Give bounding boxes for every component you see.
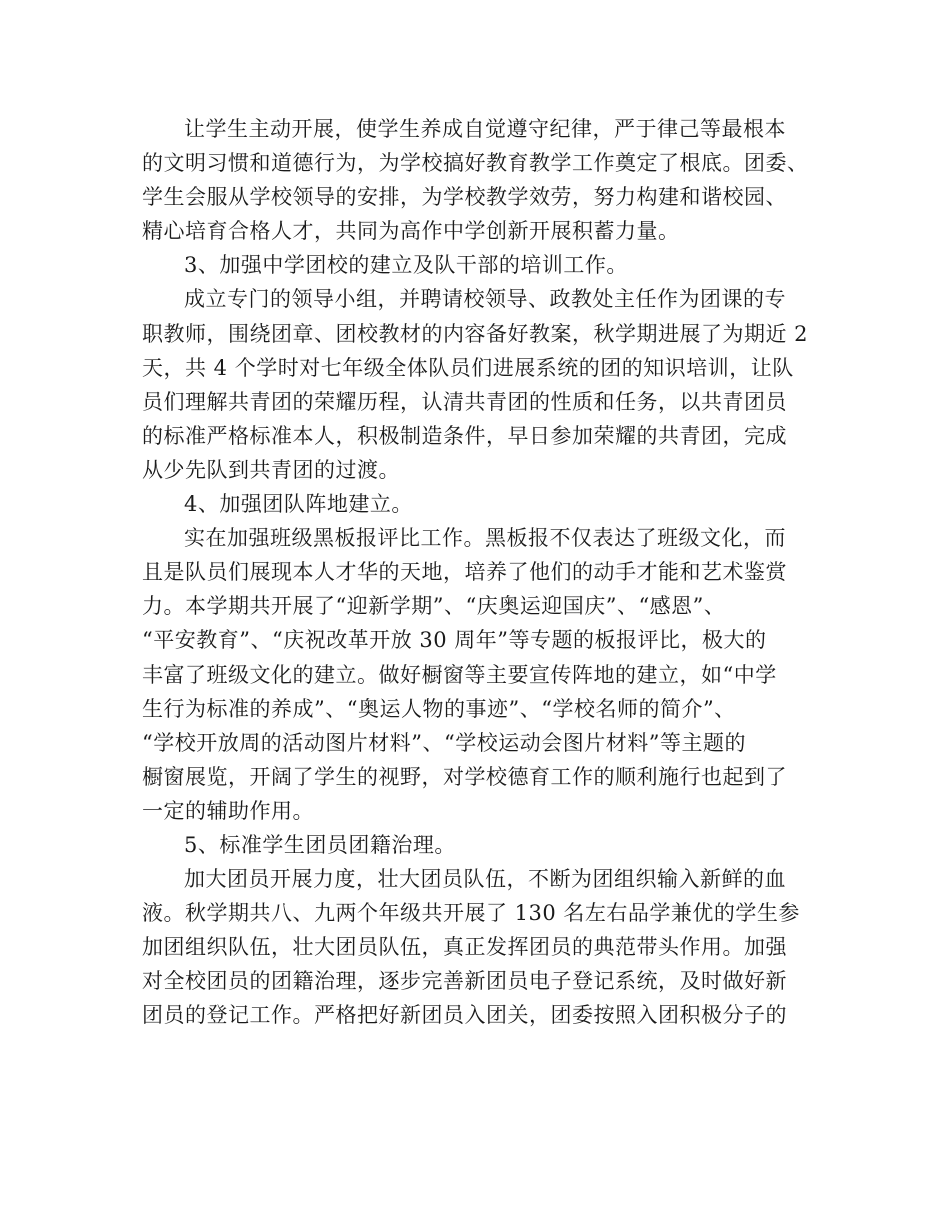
text-line: 液。秋学期共八、九两个年级共开展了 130 名左右品学兼优的学生参 [142, 901, 800, 926]
text-line: 4、加强团队阵地建立。 [184, 492, 413, 517]
text-line: “平安教育”、“庆祝改革开放 30 周年”等专题的板报评比，极大的 [142, 628, 767, 653]
section-heading [142, 248, 832, 282]
text-line: 力。本学期共开展了“迎新学期”、“庆奥运迎国庆”、“感恩”、 [142, 594, 726, 619]
text-line: 团员的登记工作。严格把好新团员入团关，团委按照入团积极分子的 [142, 1003, 787, 1028]
text-line: 职教师，围绕团章、团校教材的内容备好教案，秋学期进展了为期近 2 [142, 321, 809, 346]
text-line: 5、标准学生团员团籍治理。 [184, 832, 456, 857]
text-line: 一定的辅助作用。 [142, 798, 314, 823]
text-line: 学生会服从学校领导的安排，为学校教学效劳，努力构建和谐校园、 [142, 185, 787, 210]
body-paragraph [142, 112, 832, 248]
text-line: 从少先队到共青团的过渡。 [142, 457, 400, 482]
document-body [142, 112, 832, 1033]
text-line: 加大团员开展力度，壮大团员队伍，不断为团组织输入新鲜的血 [184, 867, 786, 892]
text-line: 精心培育合格人才，共同为高作中学创新开展积蓄力量。 [142, 219, 680, 244]
text-line: 实在加强班级黑板报评比工作。黑板报不仅表达了班级文化，而 [184, 526, 786, 551]
text-line: 成立专门的领导小组，并聘请校领导、政教处主任作为团课的专 [184, 287, 786, 312]
section-heading [142, 487, 832, 521]
section-heading [142, 828, 832, 862]
text-line: 3、加强中学团校的建立及队干部的培训工作。 [184, 253, 628, 278]
text-line: 天，共 4 个学时对七年级全体队员们进展系统的团的知识培训，让队 [142, 355, 794, 380]
text-line: 的标准严格标准本人，积极制造条件，早日参加荣耀的共青团，完成 [142, 423, 787, 448]
text-line: 且是队员们展现本人才华的天地，培养了他们的动手才能和艺术鉴赏 [142, 560, 787, 585]
body-paragraph [142, 862, 832, 1032]
text-line: 橱窗展览，开阔了学生的视野，对学校德育工作的顺利施行也起到了 [142, 764, 787, 789]
text-line: 员们理解共青团的荣耀历程，认清共青团的性质和任务，以共青团员 [142, 389, 787, 414]
text-line: “学校开放周的活动图片材料”、“学校运动会图片材料”等主题的 [142, 730, 746, 755]
text-line: 加团组织队伍，壮大团员队伍，真正发挥团员的典范带头作用。加强 [142, 935, 787, 960]
text-line: 生行为标准的养成”、“奥运人物的事迹”、“学校名师的简介”、 [142, 696, 736, 721]
text-line: 的文明习惯和道德行为，为学校搞好教育教学工作奠定了根底。团委、 [142, 151, 809, 176]
text-line: 对全校团员的团籍治理，逐步完善新团员电子登记系统，及时做好新 [142, 969, 787, 994]
body-paragraph [142, 282, 832, 487]
text-line: 丰富了班级文化的建立。做好橱窗等主要宣传阵地的建立，如“中学 [142, 662, 777, 687]
body-paragraph [142, 521, 832, 828]
text-line: 让学生主动开展，使学生养成自觉遵守纪律，严于律己等最根本 [184, 117, 786, 141]
